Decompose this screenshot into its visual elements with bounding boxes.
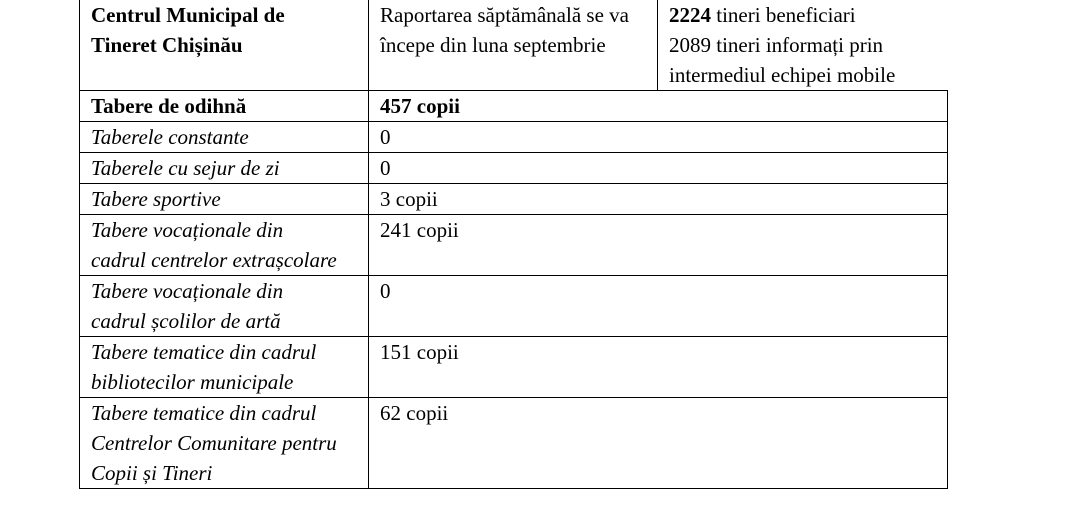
camp-type-label-line: Tabere vocaționale din (91, 279, 284, 303)
beneficiaries-line-3: intermediul echipei mobile (669, 63, 896, 87)
camp-type-label (80, 276, 369, 337)
camp-type-label-line: Tabere sportive (91, 187, 221, 211)
camp-type-value: 0 (369, 276, 948, 337)
camp-type-label-line: Tabere tematice din cadrul (91, 401, 317, 425)
camp-type-label-line: Tabere vocaționale din (91, 218, 284, 242)
reporting-note-line-1: Raportarea săptămânală se va (380, 3, 629, 27)
reporting-note-cell (369, 0, 658, 91)
camp-type-value: 3 copii (369, 184, 948, 215)
institution-name-line-1: Centrul Municipal de (91, 3, 285, 27)
camp-type-label-line: Centrelor Comunitare pentru (91, 431, 337, 455)
camp-type-label-line: Copii și Tineri (91, 461, 213, 485)
table-row (80, 122, 948, 153)
institution-name-cell (80, 0, 369, 91)
beneficiaries-count: 2224 (669, 3, 711, 27)
beneficiaries-line-1 (669, 0, 938, 30)
camp-type-label-line: cadrul școlilor de artă (91, 309, 281, 333)
camps-header-label: Tabere de odihnă (80, 91, 369, 122)
camp-type-value: 62 copii (369, 398, 948, 489)
table-row (80, 276, 948, 337)
beneficiaries-text: tineri beneficiari (711, 3, 856, 27)
reporting-note-line-2: începe din luna septembrie (380, 33, 606, 57)
beneficiaries-line-2: 2089 tineri informați prin (669, 33, 884, 57)
camp-type-label-line: bibliotecilor municipale (91, 370, 294, 394)
camp-type-label (80, 215, 369, 276)
camp-type-value: 241 copii (369, 215, 948, 276)
table-row (80, 337, 948, 398)
camp-type-label (80, 398, 369, 489)
camp-type-label (80, 153, 369, 184)
table-row (80, 184, 948, 215)
camp-type-label-line: Taberele constante (91, 125, 249, 149)
camp-type-label (80, 122, 369, 153)
table-row (80, 398, 948, 489)
camp-type-label (80, 184, 369, 215)
camp-type-value: 0 (369, 122, 948, 153)
camp-type-label-line: Tabere tematice din cadrul (91, 340, 317, 364)
camp-type-value: 151 copii (369, 337, 948, 398)
report-table (79, 0, 948, 489)
camps-header-value: 457 copii (369, 91, 948, 122)
institution-name-line-2: Tineret Chișinău (91, 33, 243, 57)
camp-type-label-line: Taberele cu sejur de zi (91, 156, 280, 180)
table-row-cmtc (80, 0, 948, 91)
camp-type-value: 0 (369, 153, 948, 184)
table-row (80, 153, 948, 184)
table-row-camps-header (80, 91, 948, 122)
camp-type-label-line: cadrul centrelor extrașcolare (91, 248, 337, 272)
beneficiaries-cell (658, 0, 948, 91)
camp-type-label (80, 337, 369, 398)
table-row (80, 215, 948, 276)
